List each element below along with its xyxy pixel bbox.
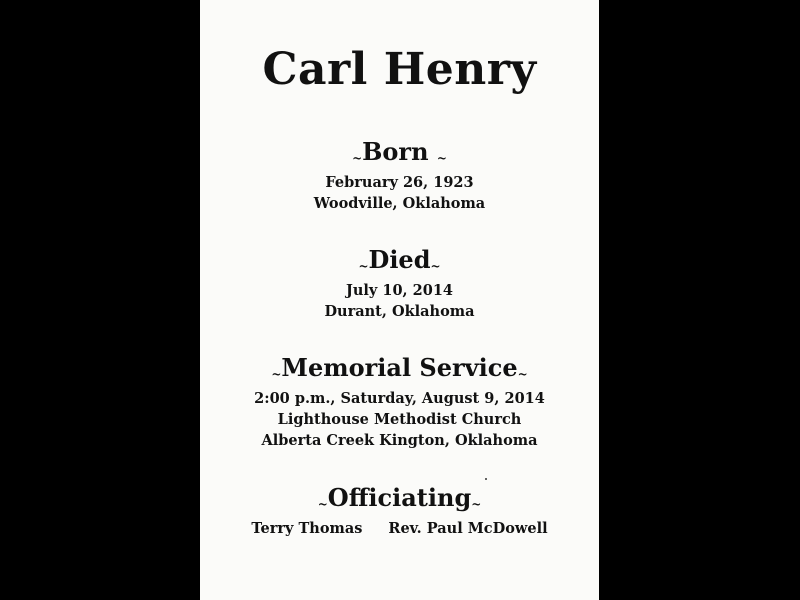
paper-speck <box>485 478 487 480</box>
church-name: Lighthouse Methodist Church <box>277 411 522 428</box>
death-place: Durant, Oklahoma <box>324 303 475 320</box>
death-date: July 10, 2014 <box>345 282 453 299</box>
memorial-heading-text: Memorial Service <box>281 353 518 382</box>
officiating-heading-text: Officiating <box>327 483 472 512</box>
deceased-name: Carl Henry <box>262 44 537 95</box>
died-section <box>200 246 599 322</box>
memorial-section <box>200 354 599 451</box>
tilde-ornament: ~ <box>517 367 528 381</box>
officiants-row <box>200 518 599 539</box>
tilde-ornament: ~ <box>436 151 447 165</box>
born-section <box>200 138 599 214</box>
memorial-heading <box>200 354 599 388</box>
officiant-name: Terry Thomas <box>251 520 363 537</box>
officiant-name: Rev. Paul McDowell <box>388 520 548 537</box>
born-heading <box>200 138 599 172</box>
born-heading-text: Born <box>362 137 429 166</box>
tilde-ornament: ~ <box>271 367 282 381</box>
service-time: 2:00 p.m., Saturday, August 9, 2014 <box>254 390 545 407</box>
tilde-ornament: ~ <box>471 497 482 511</box>
officiating-heading <box>200 484 599 518</box>
birth-date: February 26, 1923 <box>325 174 474 191</box>
tilde-ornament: ~ <box>430 259 441 273</box>
tilde-ornament: ~ <box>358 259 369 273</box>
birth-place: Woodville, Oklahoma <box>313 195 486 212</box>
church-location: Alberta Creek Kington, Oklahoma <box>261 432 538 449</box>
tilde-ornament: ~ <box>317 497 328 511</box>
died-heading-text: Died <box>368 245 431 274</box>
tilde-ornament: ~ <box>352 151 363 165</box>
died-heading <box>200 246 599 280</box>
program-page <box>200 0 599 600</box>
officiating-section <box>200 484 599 539</box>
